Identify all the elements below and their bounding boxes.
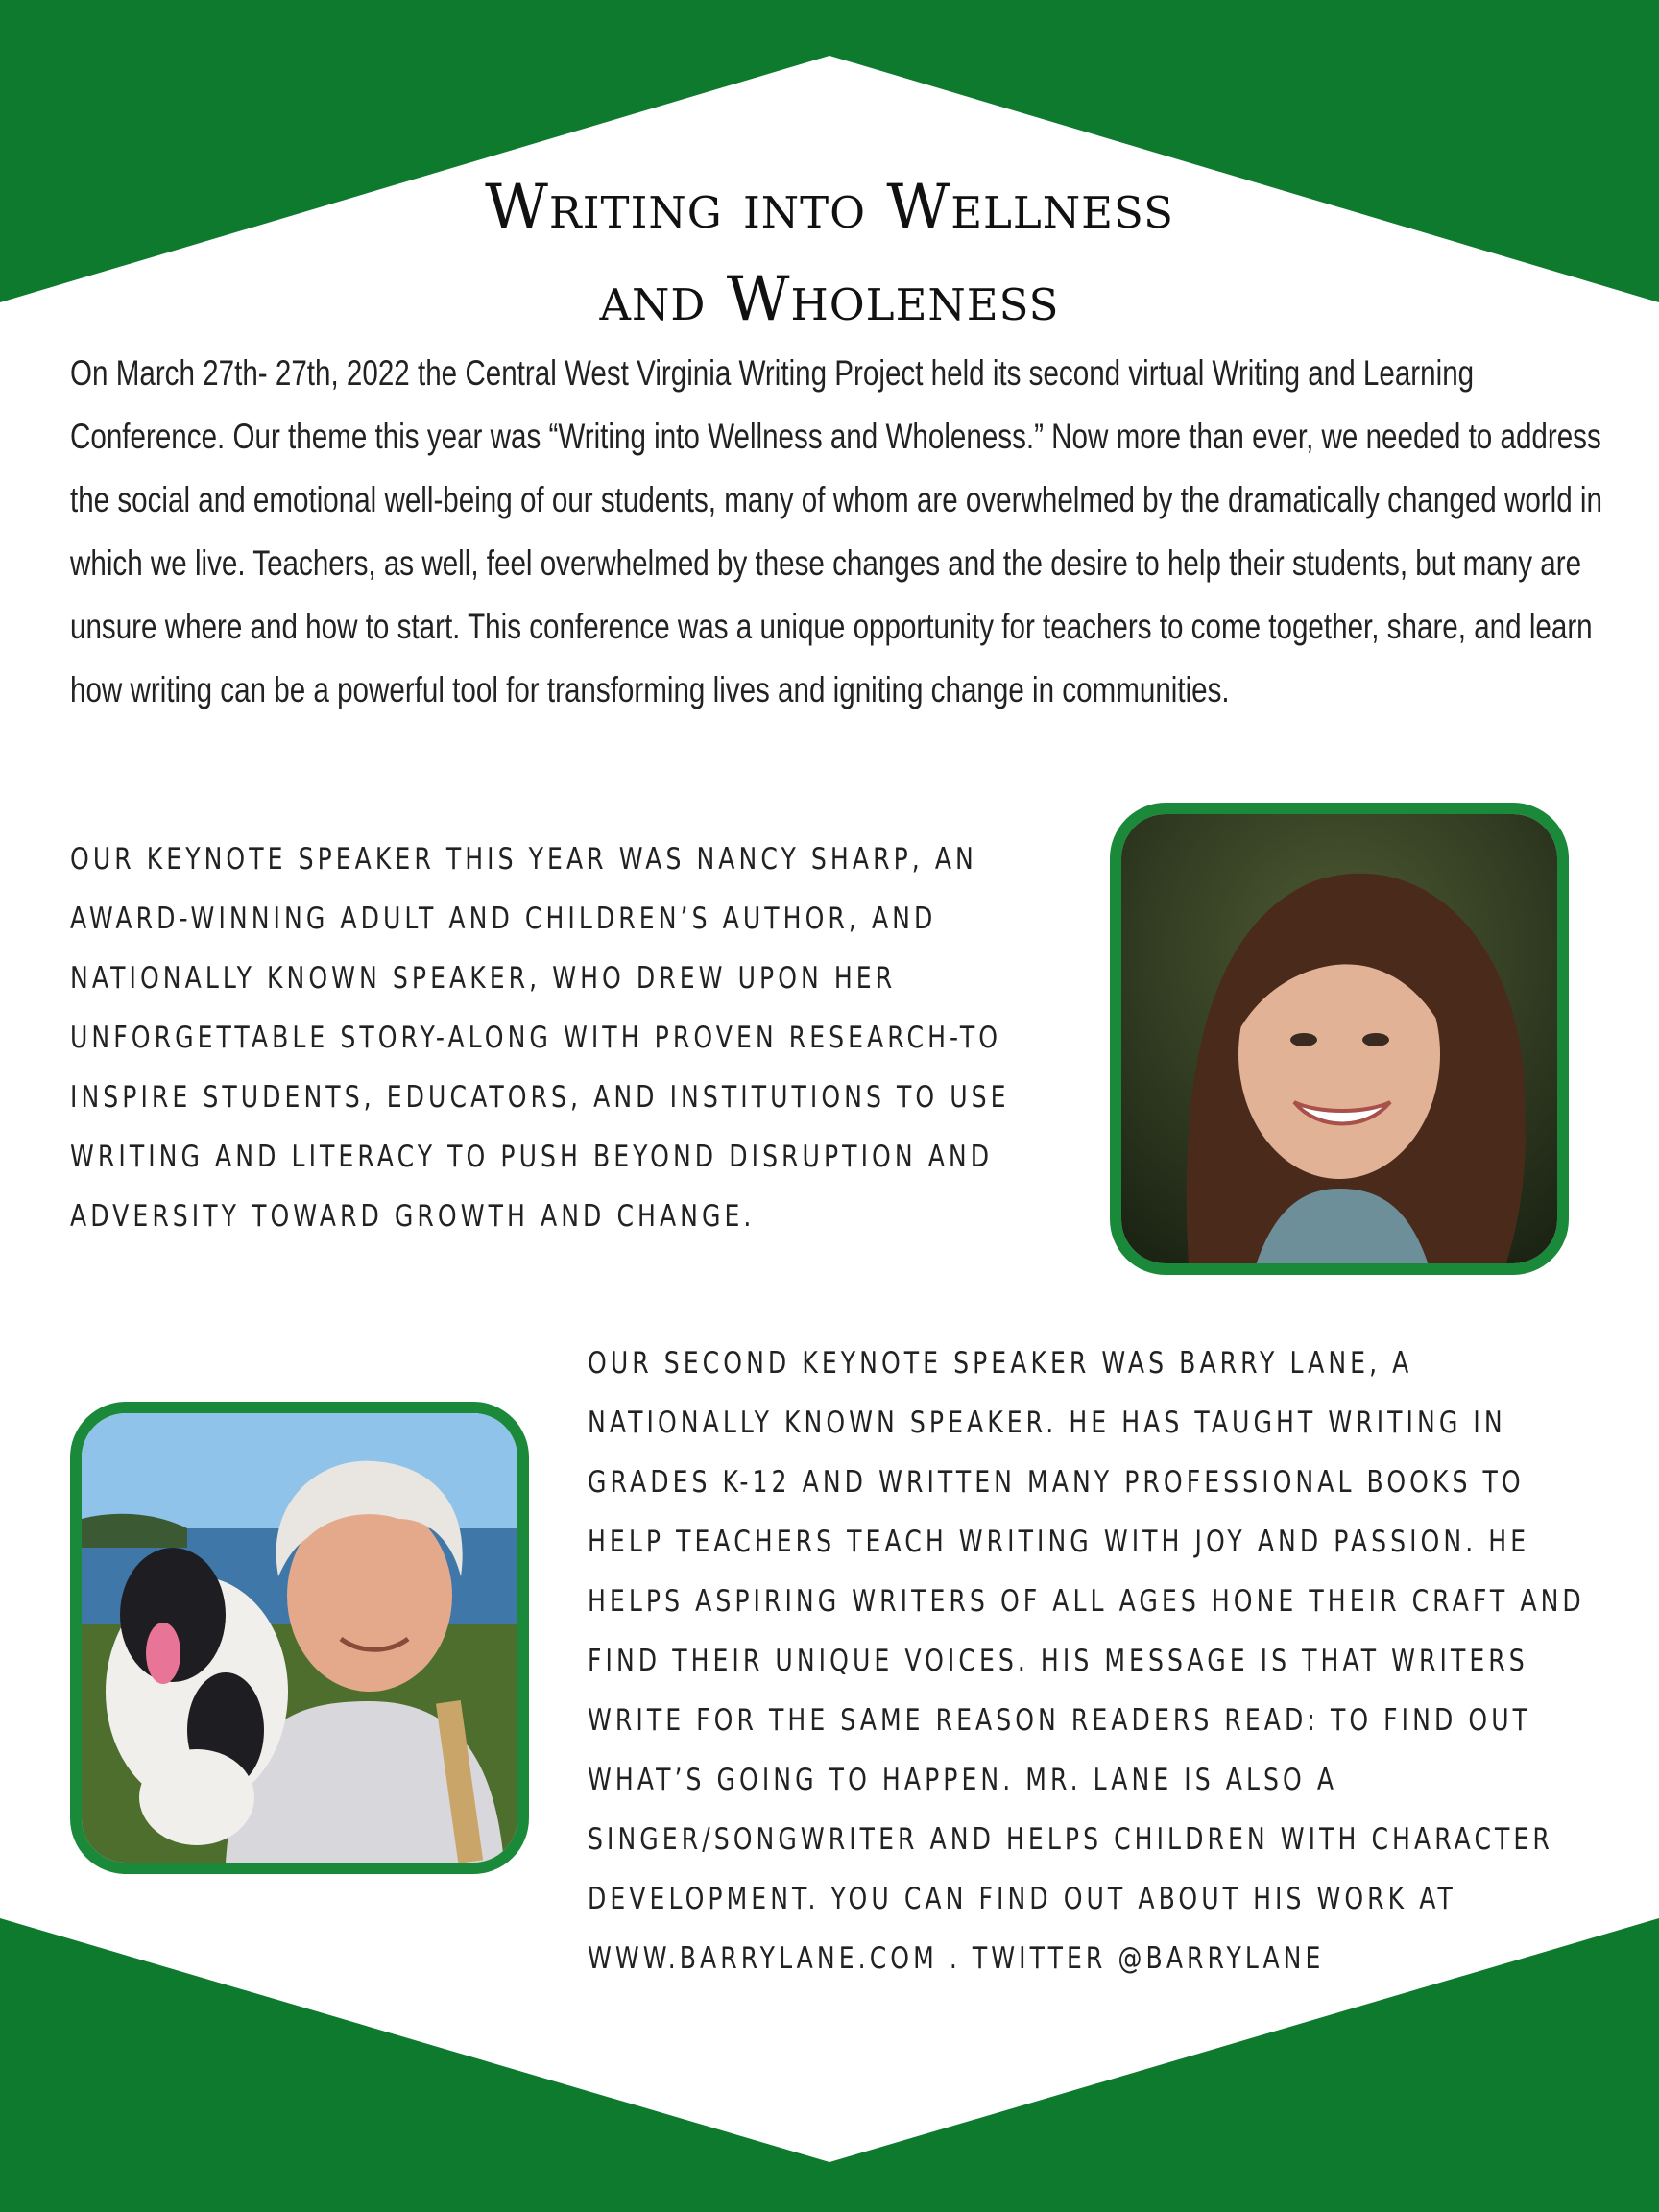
intro-paragraph: On March 27th- 27th, 2022 the Central West Virginia Writing Project held its second virtual Writing and Learning Conference. Our theme this year was “Writing into Wellness and Wholeness.” Now more than ever, we needed to address the social and emotional well-being of our students, many of whom are overwhelmed by the dramatically changed world in which we live. Teachers, as well, feel overwhelmed by these changes and the desire to help their students, but many are unsure where and how to start. This conference was a unique opportunity for teachers to come together, share, and learn how writing can be a powerful tool for transforming lives and igniting change in communities. <box>70 353 1602 709</box>
keynote-barry-lane-text: OUR SECOND KEYNOTE SPEAKER WAS BARRY LANE, A NATIONALLY KNOWN SPEAKER. HE HAS TAUGHT WRITING IN GRADES K-12 AND WRITTEN MANY PROFESSIONAL BOOKS TO HELP TEACHERS TEACH WRITING WITH JOY AND PASSION. HE HELPS ASPIRING WRITERS OF ALL AGES HONE THEIR CRAFT AND FIND THEIR UNIQUE VOICES. HIS MESSAGE IS THAT WRITERS WRITE FOR THE SAME REASON READERS READ: TO FIND OUT WHAT’S GOING TO HAPPEN. MR. LANE IS ALSO A SINGER/SONGWRITER AND HELPS CHILDREN WITH CHARACTER DEVELOPMENT. YOU CAN FIND OUT ABOUT HIS WORK AT WWW.BARRYLANE.COM . TWITTER @BARRYLANE <box>588 1346 1585 1976</box>
page-title <box>301 161 1358 346</box>
barry-lane-photo <box>70 1402 529 1874</box>
title-line-2: and Wholeness <box>599 264 1060 335</box>
keynote-nancy-sharp-text: OUR KEYNOTE SPEAKER THIS YEAR WAS NANCY SHARP, AN AWARD-WINNING ADULT AND CHILDREN’S AUTHOR, AND NATIONALLY KNOWN SPEAKER, WHO DREW UPON HER UNFORGETTABLE STORY-ALONG WITH PROVEN RESEARCH-TO INSPIRE STUDENTS, EDUCATORS, AND INSTITUTIONS TO USE WRITING AND LITERACY TO PUSH BEYOND DISRUPTION AND ADVERSITY TOWARD GROWTH AND CHANGE. <box>70 842 1010 1234</box>
nancy-sharp-photo <box>1110 803 1569 1275</box>
title-line-1: Writing into Wellness <box>485 172 1174 243</box>
